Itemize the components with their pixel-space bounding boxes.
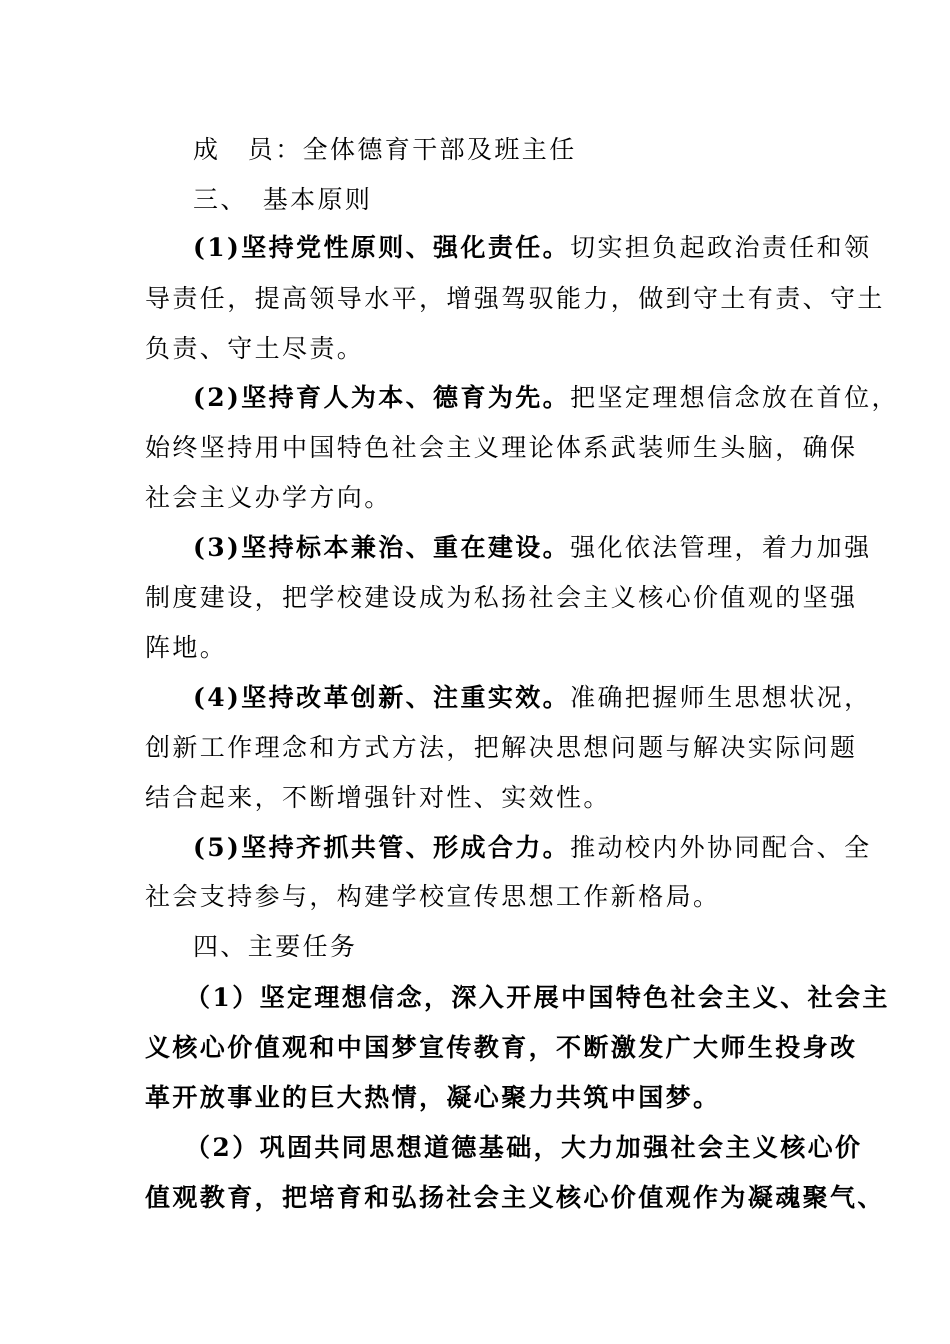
principle-5-text: 推动校内外协同配合、全 <box>570 833 872 862</box>
task-1-line-3: 革开放事业的巨大热情，凝心聚力共筑中国梦。 <box>145 1083 721 1112</box>
principle-1-line-2: 导责任，提高领导水平，增强驾驭能力，做到守土有责、守土 <box>145 284 885 313</box>
principle-1-first-line <box>193 233 871 263</box>
principle-2-text: 把坚定理想信念放在首位， <box>570 383 899 412</box>
principle-3-first-line <box>193 533 871 563</box>
principle-5-first-line <box>193 833 871 863</box>
principle-4-first-line <box>193 683 871 713</box>
principle-4-title: (4)坚持改革创新、注重实效。 <box>193 683 571 712</box>
principle-4-line-2: 创新工作理念和方式方法，把解决思想问题与解决实际问题 <box>145 733 858 762</box>
principle-2-title: (2)坚持育人为本、德育为先。 <box>193 383 571 412</box>
members-line: 成 员：全体德育干部及班主任 <box>193 135 577 164</box>
principle-1-title: (1)坚持党性原则、强化责任。 <box>193 233 571 262</box>
task-1-line-1: （1）坚定理想信念，深入开展中国特色社会主义、社会主 <box>185 983 890 1012</box>
principle-2-first-line <box>193 383 899 413</box>
principle-1-line-3: 负责、守土尽责。 <box>145 334 365 363</box>
principle-3-title: (3)坚持标本兼治、重在建设。 <box>193 533 571 562</box>
principle-3-line-2: 制度建设，把学校建设成为私扬社会主义核心价值观的坚强 <box>145 583 858 612</box>
principle-5-title: (5)坚持齐抓共管、形成合力。 <box>193 833 571 862</box>
task-1-line-2: 义核心价值观和中国梦宣传教育，不断激发广大师生投身改 <box>145 1033 858 1062</box>
principle-3-line-3: 阵地。 <box>145 633 228 662</box>
principle-2-line-2: 始终坚持用中国特色社会主义理论体系武装师生头脑，确保 <box>145 433 858 462</box>
task-2-line-2: 值观教育，把培育和弘扬社会主义核心价值观作为凝魂聚气、 <box>145 1183 885 1212</box>
principle-4-text: 准确把握师生思想状况， <box>570 683 872 712</box>
principle-5-line-2: 社会支持参与，构建学校宣传思想工作新格局。 <box>145 882 721 911</box>
task-2-line-1: （2）巩固共同思想道德基础，大力加强社会主义核心价 <box>185 1133 863 1162</box>
section-heading-principles: 三、 基本原则 <box>193 185 373 214</box>
principle-4-line-3: 结合起来，不断增强针对性、实效性。 <box>145 783 611 812</box>
principle-2-line-3: 社会主义办学方向。 <box>145 483 392 512</box>
section-heading-tasks: 四、主要任务 <box>193 932 358 961</box>
principle-3-text: 强化依法管理，着力加强 <box>570 533 872 562</box>
principle-1-text: 切实担负起政治责任和领 <box>570 233 872 262</box>
